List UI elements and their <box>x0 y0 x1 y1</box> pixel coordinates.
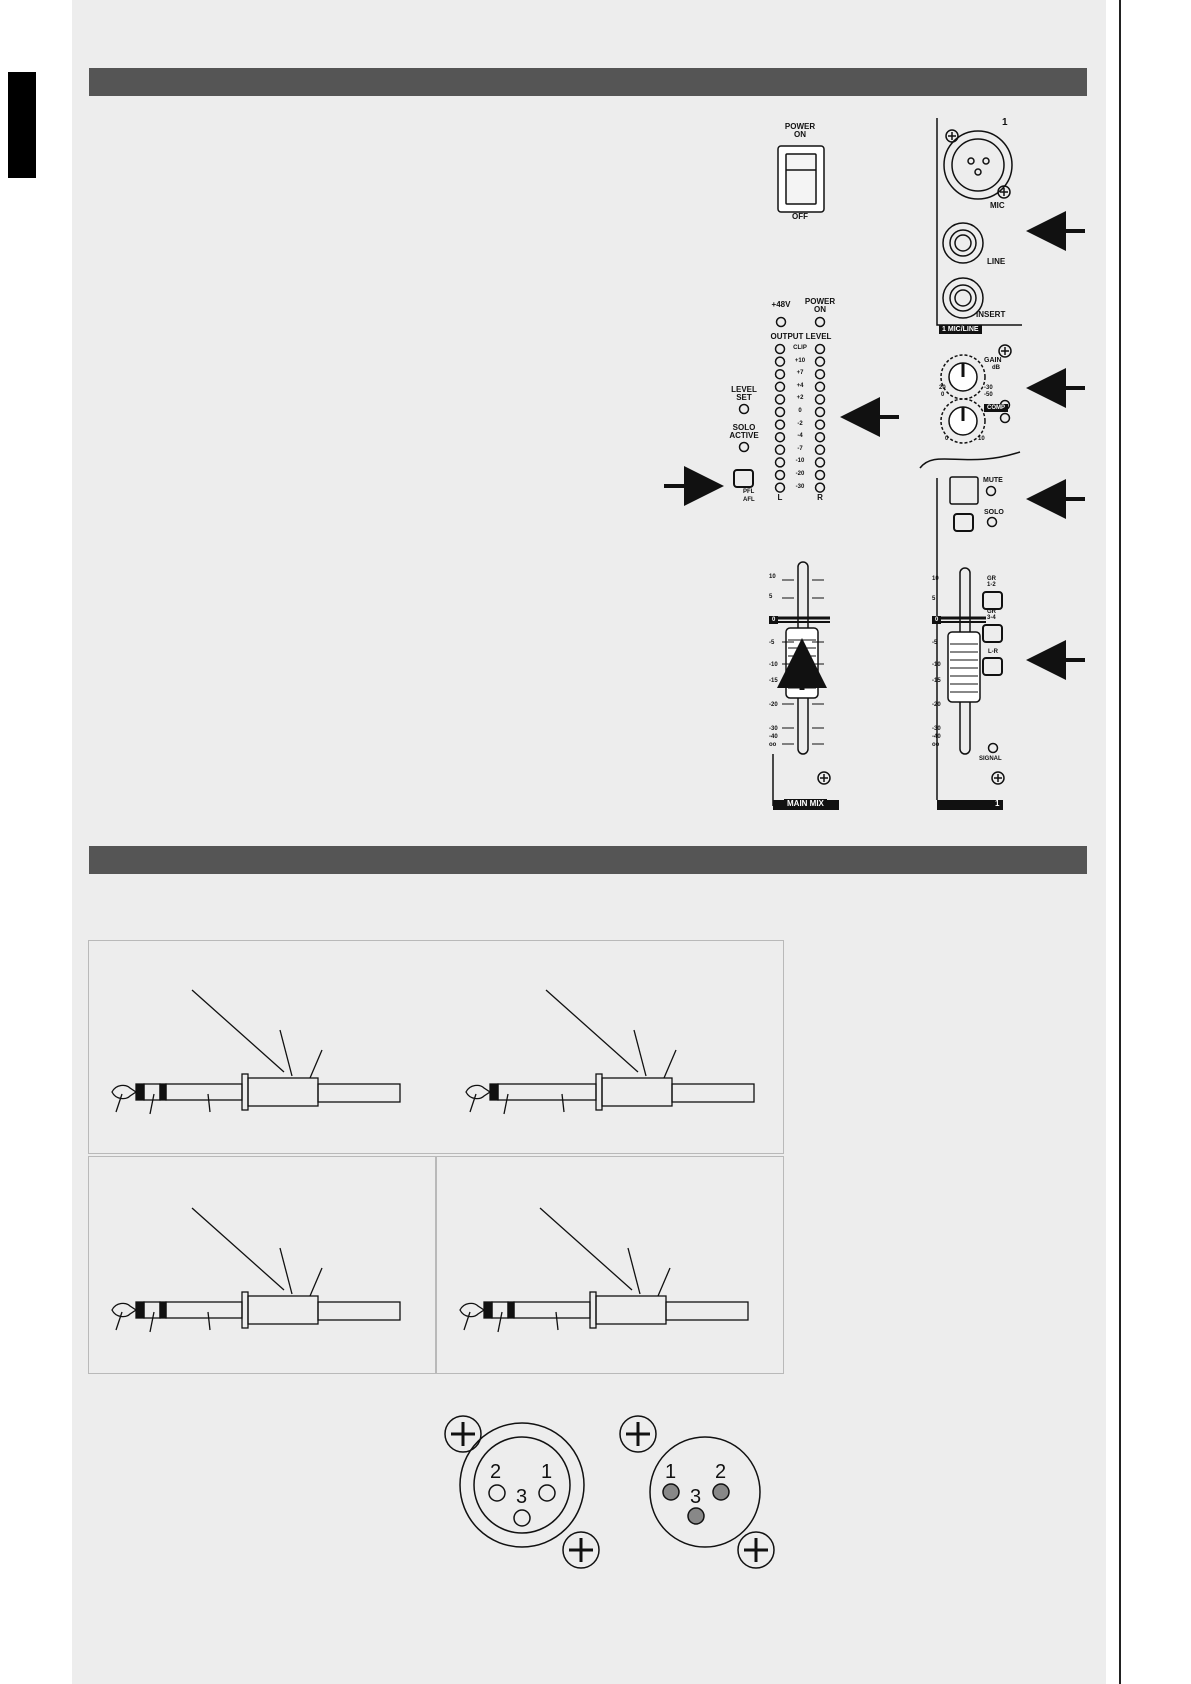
channel-fader-scale-label: oo <box>932 742 940 748</box>
jack-diagram-box-bottom-left <box>88 1156 436 1374</box>
channel-fader-scale-label: -5 <box>932 640 938 646</box>
meter-led-left-11 <box>776 483 785 492</box>
channel-fader-scale-label: -20 <box>932 702 941 708</box>
main-mix-label: MAIN MIX <box>784 799 827 809</box>
main-fader-scale-label: -5 <box>769 640 775 646</box>
meter-scale-label: +10 <box>794 357 806 364</box>
power-on-meter-label: POWER ON <box>804 297 836 314</box>
channel-footer-number: 1 <box>995 799 1000 808</box>
mute-led <box>987 487 996 496</box>
comp-min-label: 0 <box>945 436 949 442</box>
strip-name: MIC/LINE <box>947 326 979 333</box>
meter-scale-label: +2 <box>796 395 804 402</box>
channel-fader-scale-label: -30 <box>932 726 941 732</box>
meter-scale-label: 0 <box>798 408 802 414</box>
channel-fader-scale-label: -40 <box>932 734 941 740</box>
meter-led-right-1 <box>816 357 825 366</box>
mute-button <box>950 477 978 504</box>
comp-led <box>1001 414 1010 423</box>
meter-led-left-10 <box>776 471 785 480</box>
channel-fader-scale-label: 10 <box>932 576 939 582</box>
meter-led-left-5 <box>776 408 785 417</box>
channel-fader-scale-label: 5 <box>932 596 936 602</box>
pfl-label: PFL <box>743 489 755 495</box>
output-level-label: OUTPUT LEVEL <box>770 332 832 341</box>
meter-led-right-3 <box>816 382 825 391</box>
comp-label: COMP <box>984 404 1008 412</box>
xlr-female-pin-3: 3 <box>516 1486 528 1508</box>
xlr-female-pin-2: 2 <box>490 1461 502 1483</box>
meter-led-right-8 <box>816 445 825 454</box>
meter-led-right-4 <box>816 395 825 404</box>
gr12-label: GR 1-2 <box>987 576 996 588</box>
xlr-male-pin-3: 3 <box>690 1486 702 1508</box>
signal-label: SIGNAL <box>979 756 1002 762</box>
level-set-label: LEVEL SET <box>731 385 757 402</box>
gain-min2-label: 0 <box>941 392 945 398</box>
phantom-led <box>777 318 786 327</box>
main-fader-scale-label: oo <box>769 742 777 748</box>
meter-led-left-4 <box>776 395 785 404</box>
solo-active-label: SOLO ACTIVE <box>729 423 759 440</box>
pfl-afl-button <box>734 470 753 487</box>
xlr-male-pin-1: 1 <box>665 1461 677 1483</box>
main-fader-scale-label: 5 <box>769 594 773 600</box>
afl-label: AFL <box>743 497 755 503</box>
meter-led-right-0 <box>816 345 825 354</box>
gain-label: GAIN <box>984 357 1002 364</box>
jack-diagram-box-bottom-right <box>436 1156 784 1374</box>
main-fader-scale-label: -15 <box>769 678 778 684</box>
power-switch-label: POWER ON <box>784 122 816 139</box>
meter-led-right-5 <box>816 408 825 417</box>
gain-min-label: 20 <box>939 385 946 391</box>
main-fader-scale-label: -40 <box>769 734 778 740</box>
mic-label: MIC <box>990 201 1005 210</box>
meter-scale-label: -4 <box>797 433 803 440</box>
xlr-female-pin-1: 1 <box>541 1461 553 1483</box>
mute-label: MUTE <box>983 477 1003 484</box>
signal-led <box>989 744 998 753</box>
solo-led <box>988 518 997 527</box>
meter-right-label: R <box>817 493 823 502</box>
level-set-led <box>740 405 749 414</box>
meter-scale-label: +7 <box>796 370 804 377</box>
meter-scale-label: -7 <box>797 445 803 452</box>
power-on-led <box>816 318 825 327</box>
main-lr-button <box>983 658 1002 675</box>
meter-led-right-2 <box>816 370 825 379</box>
solo-button <box>954 514 973 531</box>
meter-led-left-3 <box>776 382 785 391</box>
meter-led-left-2 <box>776 370 785 379</box>
meter-scale-label: -30 <box>795 483 805 490</box>
solo-active-led <box>740 443 749 452</box>
meter-scale-label: -20 <box>795 471 805 477</box>
line-label: LINE <box>987 257 1006 266</box>
lr-label: L-R <box>988 649 998 655</box>
channel-fader-scale-label: -10 <box>932 662 941 668</box>
power-off-label: OFF <box>792 212 808 221</box>
jack-diagram-box-top <box>88 940 784 1154</box>
group-3-4-button <box>983 625 1002 642</box>
meter-led-left-6 <box>776 420 785 429</box>
meter-scale-label: -10 <box>795 458 805 465</box>
meter-scale-label: -2 <box>797 420 803 427</box>
gain-max-label: -30 <box>984 385 993 391</box>
meter-led-left-1 <box>776 357 785 366</box>
main-fader-scale-label: 10 <box>769 574 776 580</box>
insert-label: INSERT <box>976 310 1006 319</box>
comp-max-label: 10 <box>978 436 985 442</box>
phantom-label: +48V <box>771 300 791 309</box>
main-fader-scale-label: 0 <box>769 616 778 624</box>
line-input-jack <box>943 223 983 263</box>
meter-led-left-8 <box>776 445 785 454</box>
main-fader-scale-label: -20 <box>769 702 778 708</box>
main-fader-scale-label: -30 <box>769 726 778 732</box>
meter-led-left-9 <box>776 458 785 467</box>
meter-led-left-0 <box>776 345 785 354</box>
group-1-2-button <box>983 592 1002 609</box>
main-fader-scale-label: -10 <box>769 662 778 668</box>
solo-label: SOLO <box>984 509 1004 516</box>
meter-led-right-9 <box>816 458 825 467</box>
channel-fader-scale-label: -15 <box>932 678 941 684</box>
channel-fader-scale-label: 0 <box>932 616 941 624</box>
mic-line-strip-label <box>939 325 982 334</box>
strip-number: 1 <box>942 326 946 333</box>
meter-scale-label: +4 <box>796 382 804 389</box>
xlr-male-pin-2: 2 <box>715 1461 727 1483</box>
meter-led-right-7 <box>816 433 825 442</box>
meter-led-left-7 <box>776 433 785 442</box>
gain-max2-label: -50 <box>984 392 993 398</box>
meter-led-right-11 <box>816 483 825 492</box>
meter-led-right-10 <box>816 471 825 480</box>
gain-unit-label: dB <box>992 365 1000 371</box>
channel-number-label: 1 <box>1002 117 1008 128</box>
meter-led-right-6 <box>816 420 825 429</box>
gr34-label: GR 3-4 <box>987 609 996 621</box>
meter-scale-label: CLIP <box>793 345 807 351</box>
meter-left-label: L <box>777 493 783 502</box>
